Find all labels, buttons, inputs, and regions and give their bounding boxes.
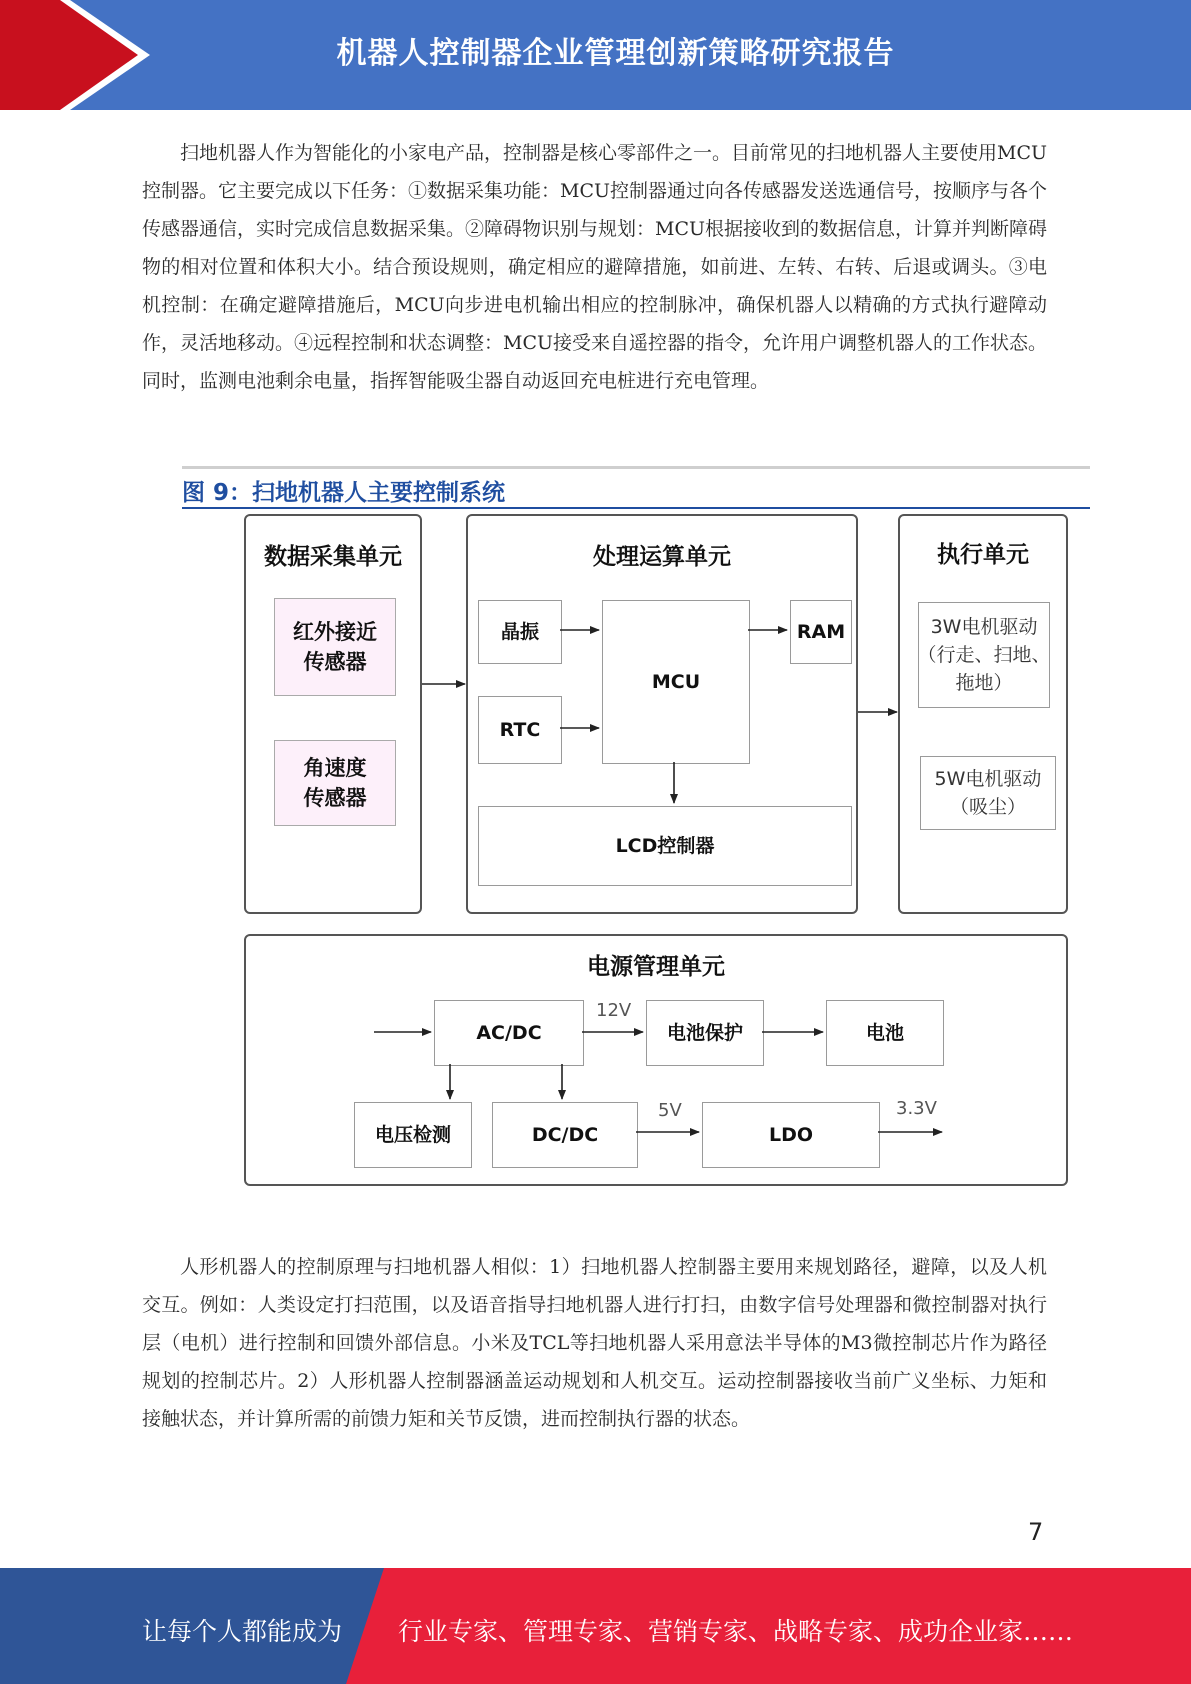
mcu-node: MCU bbox=[602, 600, 750, 764]
voltage-detection-node: 电压检测 bbox=[354, 1102, 472, 1168]
ldo-node: LDO bbox=[702, 1102, 880, 1168]
page-footer bbox=[0, 1568, 1191, 1684]
data-collection-unit-title: 数据采集单元 bbox=[264, 544, 402, 570]
page-header bbox=[0, 0, 1191, 110]
lcd-controller-node: LCD控制器 bbox=[478, 806, 852, 886]
acdc-node: AC/DC bbox=[434, 1000, 584, 1066]
diagram-arrows bbox=[182, 514, 1090, 1202]
battery-node: 电池 bbox=[826, 1000, 944, 1066]
figure-caption: 图 9：扫地机器人主要控制系统 bbox=[182, 480, 506, 506]
dcdc-node: DC/DC bbox=[492, 1102, 638, 1168]
infrared-proximity-sensor: 红外接近 传感器 bbox=[274, 598, 396, 696]
processing-unit-title: 处理运算单元 bbox=[593, 544, 731, 570]
label-3-3v: 3.3V bbox=[896, 1098, 937, 1119]
motor-driver-5w: 5W电机驱动 （吸尘） bbox=[920, 756, 1056, 830]
footer-slogan-left: 让每个人都能成为 bbox=[142, 1617, 343, 1646]
execution-unit-title: 执行单元 bbox=[937, 542, 1029, 568]
report-title: 机器人控制器企业管理创新策略研究报告 bbox=[336, 36, 895, 71]
page-number: 7 bbox=[1028, 1518, 1044, 1546]
label-5v: 5V bbox=[658, 1100, 682, 1121]
motor-driver-3w: 3W电机驱动 （行走、扫地、 拖地） bbox=[918, 602, 1050, 708]
footer-slogan-right: 行业专家、管理专家、营销专家、战略专家、成功企业家…… bbox=[398, 1617, 1074, 1646]
ram-node: RAM bbox=[790, 600, 852, 664]
figure-top-rule bbox=[182, 466, 1090, 469]
rtc-node: RTC bbox=[478, 696, 562, 764]
battery-protection-node: 电池保护 bbox=[646, 1000, 764, 1066]
figure-9 bbox=[182, 462, 1090, 1202]
power-management-unit-title: 电源管理单元 bbox=[587, 954, 725, 980]
body-paragraph-1: 扫地机器人作为智能化的小家电产品，控制器是核心零部件之一。目前常见的扫地机器人主要使用MCU控制器。它主要完成以下任务：①数据采集功能：MCU控制器通过向各传感器发送选通信号，按顺序与各个传感器通信，实时完成信息数据采集。②障碍物识别与规划：MCU根据接收到的数据信息，计算并判断障碍物的相对位置和体积大小。结合预设规则，确定相应的避障措施，如前进、左转、右转、后退或调头。③电机控制：在确定避障措施后，MCU向步进电机输出相应的控制脉冲，确保机器人以精确的方式执行避障动作，灵活地移动。④远程控制和状态调整：MCU接受来自遥控器的指令，允许用户调整机器人的工作状态。同时，监测电池剩余电量，指挥智能吸尘器自动返回充电桩进行充电管理。 bbox=[142, 142, 1048, 392]
angular-velocity-sensor: 角速度 传感器 bbox=[274, 740, 396, 826]
label-12v: 12V bbox=[596, 1000, 632, 1021]
control-system-diagram bbox=[182, 514, 1090, 1202]
crystal-oscillator-node: 晶振 bbox=[478, 600, 562, 664]
body-paragraph-2: 人形机器人的控制原理与扫地机器人相似：1）扫地机器人控制器主要用来规划路径，避障，以及人机交互。例如：人类设定打扫范围，以及语音指导扫地机器人进行打扫，由数字信号处理器和微控制器对执行层（电机）进行控制和回馈外部信息。小米及TCL等扫地机器人采用意法半导体的M3微控制芯片作为路径规划的控制芯片。2）人形机器人控制器涵盖运动规划和人机交互。运动控制器接收当前广义坐标、力矩和接触状态，并计算所需的前馈力矩和关节反馈，进而控制执行器的状态。 bbox=[142, 1256, 1047, 1430]
figure-caption-rule bbox=[182, 507, 1090, 509]
